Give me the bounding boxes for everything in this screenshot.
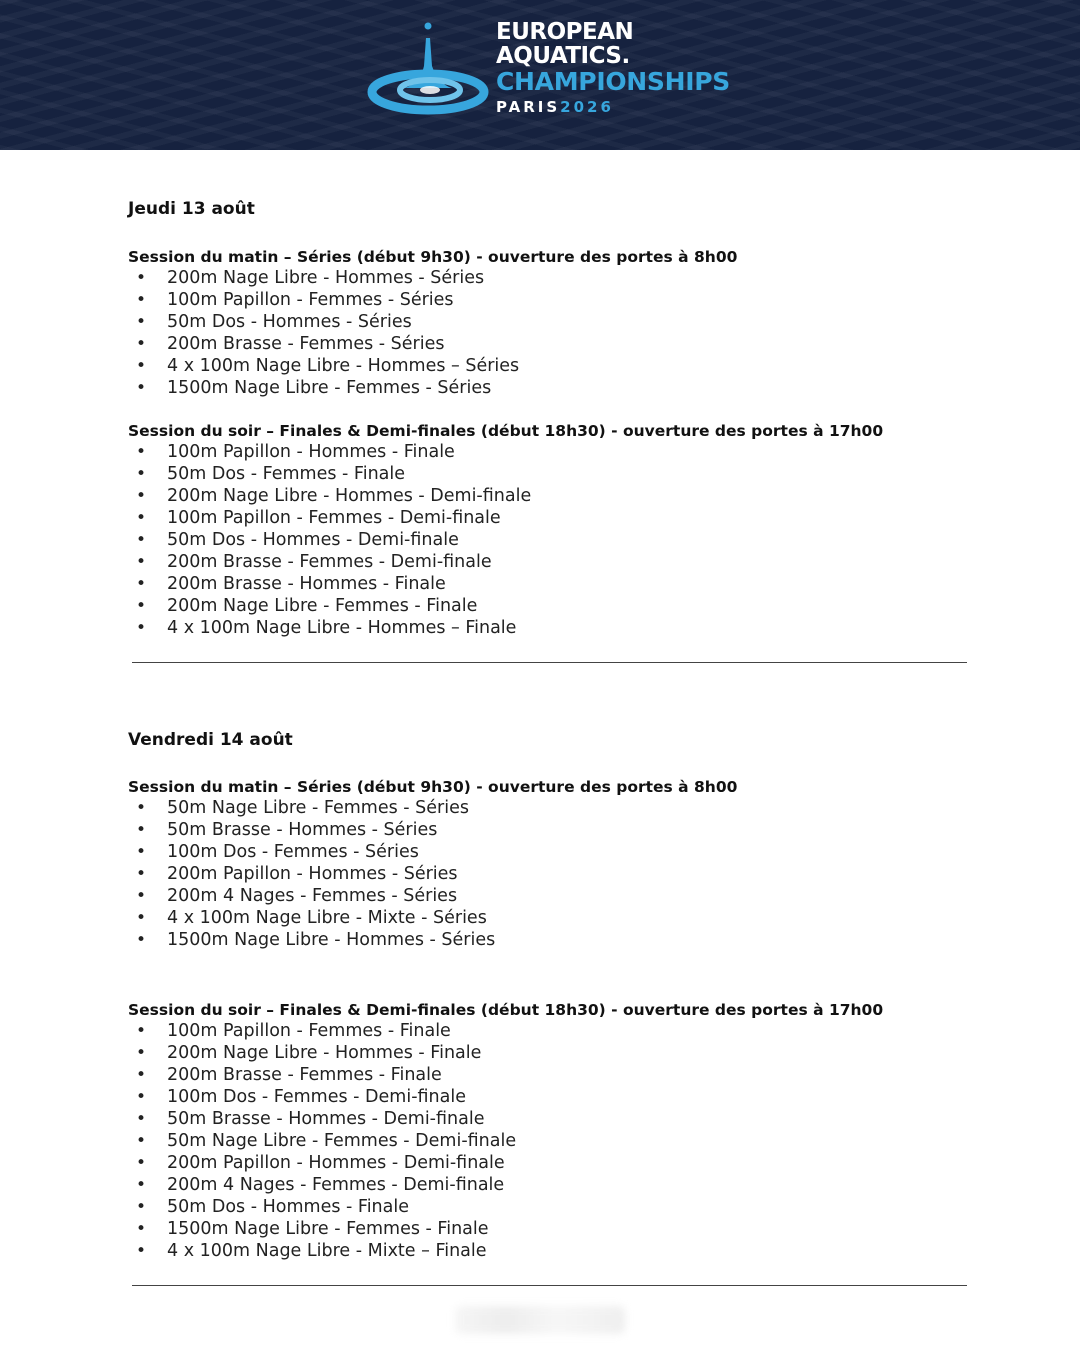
event-label: 100m Dos - Femmes - Séries [167, 842, 419, 862]
event-list-evening [128, 1020, 516, 1262]
header-banner [0, 0, 1080, 150]
bullet: • [136, 508, 147, 528]
list-item [128, 355, 519, 377]
list-item [128, 529, 531, 551]
list-item [128, 1064, 516, 1086]
logo-line-championships: CHAMPIONSHIPS [496, 67, 730, 96]
session-title-morning: Session du matin – Séries (début 9h30) - ouverture des portes à 8h00 [128, 248, 738, 266]
list-item [128, 289, 519, 311]
water-drop-logo-icon [366, 18, 494, 118]
bullet: • [136, 1065, 147, 1085]
event-label: 200m Papillon - Hommes - Séries [167, 864, 458, 884]
event-list-morning [128, 797, 495, 951]
event-label: 100m Dos - Femmes - Demi-finale [167, 1087, 466, 1107]
event-label: 200m Brasse - Hommes - Finale [167, 574, 446, 594]
bullet: • [136, 842, 147, 862]
bullet: • [136, 312, 147, 332]
list-item [128, 573, 531, 595]
event-label: 200m Brasse - Femmes - Finale [167, 1065, 442, 1085]
bullet: • [136, 1197, 147, 1217]
bullet: • [136, 356, 147, 376]
event-label: 50m Brasse - Hommes - Demi-finale [167, 1109, 485, 1129]
list-item [128, 1020, 516, 1042]
event-label: 4 x 100m Nage Libre - Mixte – Finale [167, 1241, 487, 1261]
bullet: • [136, 1241, 147, 1261]
event-label: 1500m Nage Libre - Femmes - Finale [167, 1219, 489, 1239]
bullet: • [136, 864, 147, 884]
event-label: 50m Dos - Femmes - Finale [167, 464, 406, 484]
bullet: • [136, 1175, 147, 1195]
event-label: 50m Nage Libre - Femmes - Séries [167, 798, 469, 818]
event-label: 200m Nage Libre - Hommes - Séries [167, 268, 485, 288]
list-item [128, 1086, 516, 1108]
bullet: • [136, 290, 147, 310]
event-label: 4 x 100m Nage Libre - Hommes – Séries [167, 356, 520, 376]
session-title-evening: Session du soir – Finales & Demi-finales (début 18h30) - ouverture des portes à 17h00 [128, 1001, 884, 1019]
list-item [128, 441, 531, 463]
list-item [128, 819, 495, 841]
event-label: 100m Papillon - Femmes - Finale [167, 1021, 451, 1041]
bullet: • [136, 886, 147, 906]
event-label: 1500m Nage Libre - Hommes - Séries [167, 930, 496, 950]
bullet: • [136, 334, 147, 354]
list-item [128, 929, 495, 951]
bullet: • [136, 618, 147, 638]
event-label: 100m Papillon - Hommes - Finale [167, 442, 455, 462]
list-item [128, 311, 519, 333]
event-label: 200m Nage Libre - Hommes - Finale [167, 1043, 482, 1063]
day-title: Vendredi 14 août [128, 730, 293, 750]
event-label: 50m Dos - Hommes - Demi-finale [167, 530, 459, 550]
bullet: • [136, 1131, 147, 1151]
logo-city: PARIS [496, 98, 561, 116]
list-item [128, 1042, 516, 1064]
event-list-morning [128, 267, 519, 399]
event-label: 4 x 100m Nage Libre - Mixte - Séries [167, 908, 487, 928]
list-item [128, 617, 531, 639]
event-label: 100m Papillon - Femmes - Demi-finale [167, 508, 501, 528]
list-item [128, 1174, 516, 1196]
event-label: 1500m Nage Libre - Femmes - Séries [167, 378, 492, 398]
bullet: • [136, 1153, 147, 1173]
bullet: • [136, 530, 147, 550]
list-item [128, 463, 531, 485]
bullet: • [136, 820, 147, 840]
bullet: • [136, 464, 147, 484]
list-item [128, 797, 495, 819]
event-label: 200m 4 Nages - Femmes - Demi-finale [167, 1175, 505, 1195]
list-item [128, 333, 519, 355]
session-title-evening: Session du soir – Finales & Demi-finales (début 18h30) - ouverture des portes à 17h00 [128, 422, 884, 440]
list-item [128, 267, 519, 289]
bullet: • [136, 930, 147, 950]
bullet: • [136, 574, 147, 594]
list-item [128, 551, 531, 573]
list-item [128, 1218, 516, 1240]
list-item [128, 1240, 516, 1262]
bullet: • [136, 442, 147, 462]
bullet: • [136, 1109, 147, 1129]
event-label: 50m Dos - Hommes - Finale [167, 1197, 410, 1217]
event-label: 200m Brasse - Femmes - Demi-finale [167, 552, 492, 572]
event-label: 200m Nage Libre - Femmes - Finale [167, 596, 478, 616]
bullet: • [136, 552, 147, 572]
list-item [128, 1152, 516, 1174]
bullet: • [136, 1043, 147, 1063]
event-label: 4 x 100m Nage Libre - Hommes – Finale [167, 618, 517, 638]
bullet: • [136, 1087, 147, 1107]
bullet: • [136, 798, 147, 818]
list-item [128, 1196, 516, 1218]
list-item [128, 507, 531, 529]
event-label: 50m Brasse - Hommes - Séries [167, 820, 438, 840]
list-item [128, 1108, 516, 1130]
event-label: 100m Papillon - Femmes - Séries [167, 290, 454, 310]
bullet: • [136, 1219, 147, 1239]
day-title: Jeudi 13 août [128, 199, 255, 219]
logo-line-aquatics: AQUATICS. [496, 43, 630, 69]
event-label: 200m Brasse - Femmes - Séries [167, 334, 445, 354]
list-item [128, 595, 531, 617]
logo-line-european: EUROPEAN [496, 19, 634, 45]
event-label: 50m Nage Libre - Femmes - Demi-finale [167, 1131, 517, 1151]
blurred-watermark [455, 1306, 625, 1334]
list-item [128, 907, 495, 929]
list-item [128, 377, 519, 399]
bullet: • [136, 908, 147, 928]
session-title-morning: Session du matin – Séries (début 9h30) - ouverture des portes à 8h00 [128, 778, 738, 796]
logo-year: 2026 [560, 98, 614, 116]
bullet: • [136, 596, 147, 616]
bullet: • [136, 1021, 147, 1041]
list-item [128, 1130, 516, 1152]
list-item [128, 485, 531, 507]
championship-logo [496, 20, 730, 118]
bullet: • [136, 486, 147, 506]
bullet: • [136, 268, 147, 288]
event-list-evening [128, 441, 531, 639]
event-label: 200m Nage Libre - Hommes - Demi-finale [167, 486, 532, 506]
section-divider [132, 662, 967, 663]
event-label: 200m 4 Nages - Femmes - Séries [167, 886, 458, 906]
event-label: 50m Dos - Hommes - Séries [167, 312, 412, 332]
list-item [128, 885, 495, 907]
section-divider [132, 1285, 967, 1286]
event-label: 200m Papillon - Hommes - Demi-finale [167, 1153, 505, 1173]
list-item [128, 863, 495, 885]
logo-line-city-year [496, 96, 730, 118]
list-item [128, 841, 495, 863]
bullet: • [136, 378, 147, 398]
